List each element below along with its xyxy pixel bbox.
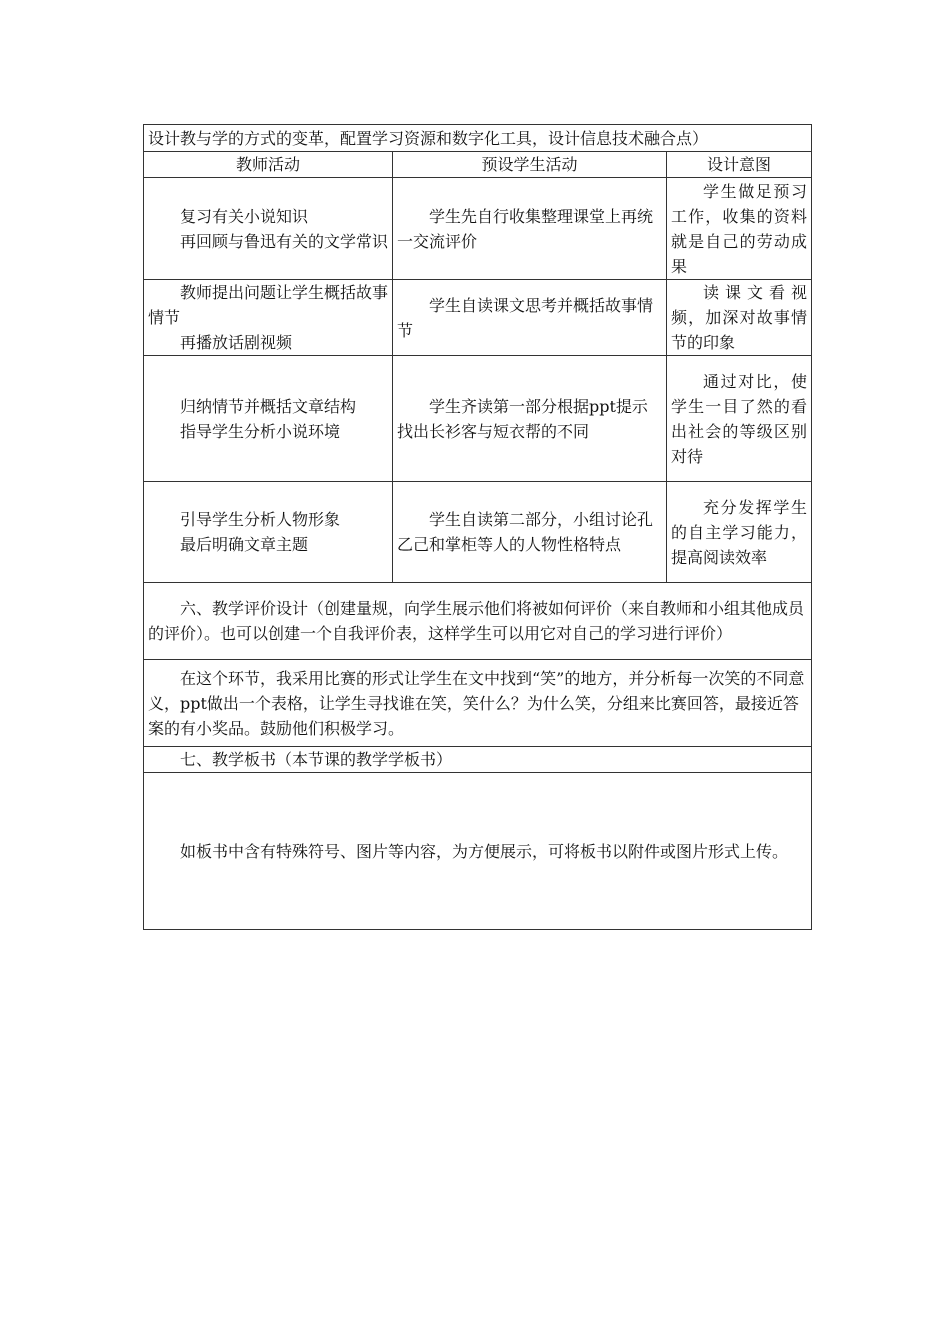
student-activity-cell bbox=[393, 482, 667, 583]
lesson-plan-table bbox=[143, 124, 812, 930]
teacher-activity-line: 复习有关小说知识 bbox=[180, 206, 309, 226]
teacher-activity-cell bbox=[144, 178, 393, 280]
teacher-activity-cell bbox=[144, 356, 393, 482]
column-header-intent: 设计意图 bbox=[667, 152, 812, 178]
evaluation-design-heading-cell bbox=[144, 583, 812, 660]
student-activity-text: 学生自读第二部分，小组讨论孔乙己和掌柜等人的人物性格特点 bbox=[397, 510, 654, 554]
evaluation-design-body: 在这个环节，我采用比赛的形式让学生在文中找到“笑”的地方，并分析每一次笑的不同意义，ppt做出一个表格，让学生寻找谁在笑，笑什么？为什么笑，分组来比赛回答，最接近答案的有小奖品。鼓励他们积极学习。 bbox=[148, 668, 805, 738]
student-activity-text: 学生先自行收集整理课堂上再统一交流评价 bbox=[397, 206, 654, 251]
lesson-plan-document bbox=[143, 124, 811, 930]
column-header-teacher: 教师活动 bbox=[144, 152, 393, 178]
evaluation-design-body-cell bbox=[144, 660, 812, 747]
student-activity-cell bbox=[393, 280, 667, 356]
board-design-heading-cell bbox=[144, 747, 812, 773]
table-row bbox=[144, 178, 812, 280]
table-row bbox=[144, 280, 812, 356]
teacher-activity-cell bbox=[144, 280, 393, 356]
student-activity-cell bbox=[393, 356, 667, 482]
design-intent-cell bbox=[667, 356, 812, 482]
design-intent-cell bbox=[667, 178, 812, 280]
table-row bbox=[144, 482, 812, 583]
column-header-student: 预设学生活动 bbox=[393, 152, 667, 178]
design-header-text: 设计教与学的方式的变革，配置学习资源和数字化工具，设计信息技术融合点） bbox=[148, 128, 709, 148]
teacher-activity-line: 指导学生分析小说环境 bbox=[180, 421, 341, 441]
table-row bbox=[144, 356, 812, 482]
design-intent-text: 读课文看视频，加深对故事情节的印象 bbox=[671, 283, 807, 352]
design-intent-cell bbox=[667, 280, 812, 356]
teacher-activity-cell bbox=[144, 482, 393, 583]
design-header bbox=[144, 125, 812, 152]
teacher-activity-line: 再播放话剧视频 bbox=[180, 333, 293, 352]
student-activity-text: 学生齐读第一部分根据ppt提示找出长衫客与短衣帮的不同 bbox=[397, 396, 648, 441]
student-activity-text: 学生自读课文思考并概括故事情节 bbox=[397, 295, 654, 340]
design-intent-text: 充分发挥学生的自主学习能力，提高阅读效率 bbox=[671, 497, 807, 567]
evaluation-design-heading: 六、教学评价设计（创建量规，向学生展示他们将被如何评价（来自教师和小组其他成员的评价）。也可以创建一个自我评价表，这样学生可以用它对自己的学习进行评价） bbox=[148, 599, 805, 643]
teacher-activity-line: 最后明确文章主题 bbox=[180, 535, 309, 554]
teacher-activity-line: 再回顾与鲁迅有关的文学常识 bbox=[180, 231, 389, 251]
board-design-heading: 七、教学板书（本节课的教学学板书） bbox=[180, 750, 453, 769]
design-intent-text: 学生做足预习工作，收集的资料就是自己的劳动成果 bbox=[671, 181, 807, 276]
design-intent-cell bbox=[667, 482, 812, 583]
teacher-activity-line: 教师提出问题让学生概括故事情节 bbox=[148, 283, 389, 327]
board-design-body: 如板书中含有特殊符号、图片等内容，为方便展示，可将板书以附件或图片形式上传。 bbox=[180, 841, 789, 861]
student-activity-cell bbox=[393, 178, 667, 280]
teacher-activity-line: 引导学生分析人物形象 bbox=[180, 510, 341, 529]
design-intent-text: 通过对比，使学生一目了然的看出社会的等级区别对待 bbox=[671, 371, 807, 466]
board-design-body-cell bbox=[144, 773, 812, 930]
teacher-activity-line: 归纳情节并概括文章结构 bbox=[180, 396, 357, 416]
